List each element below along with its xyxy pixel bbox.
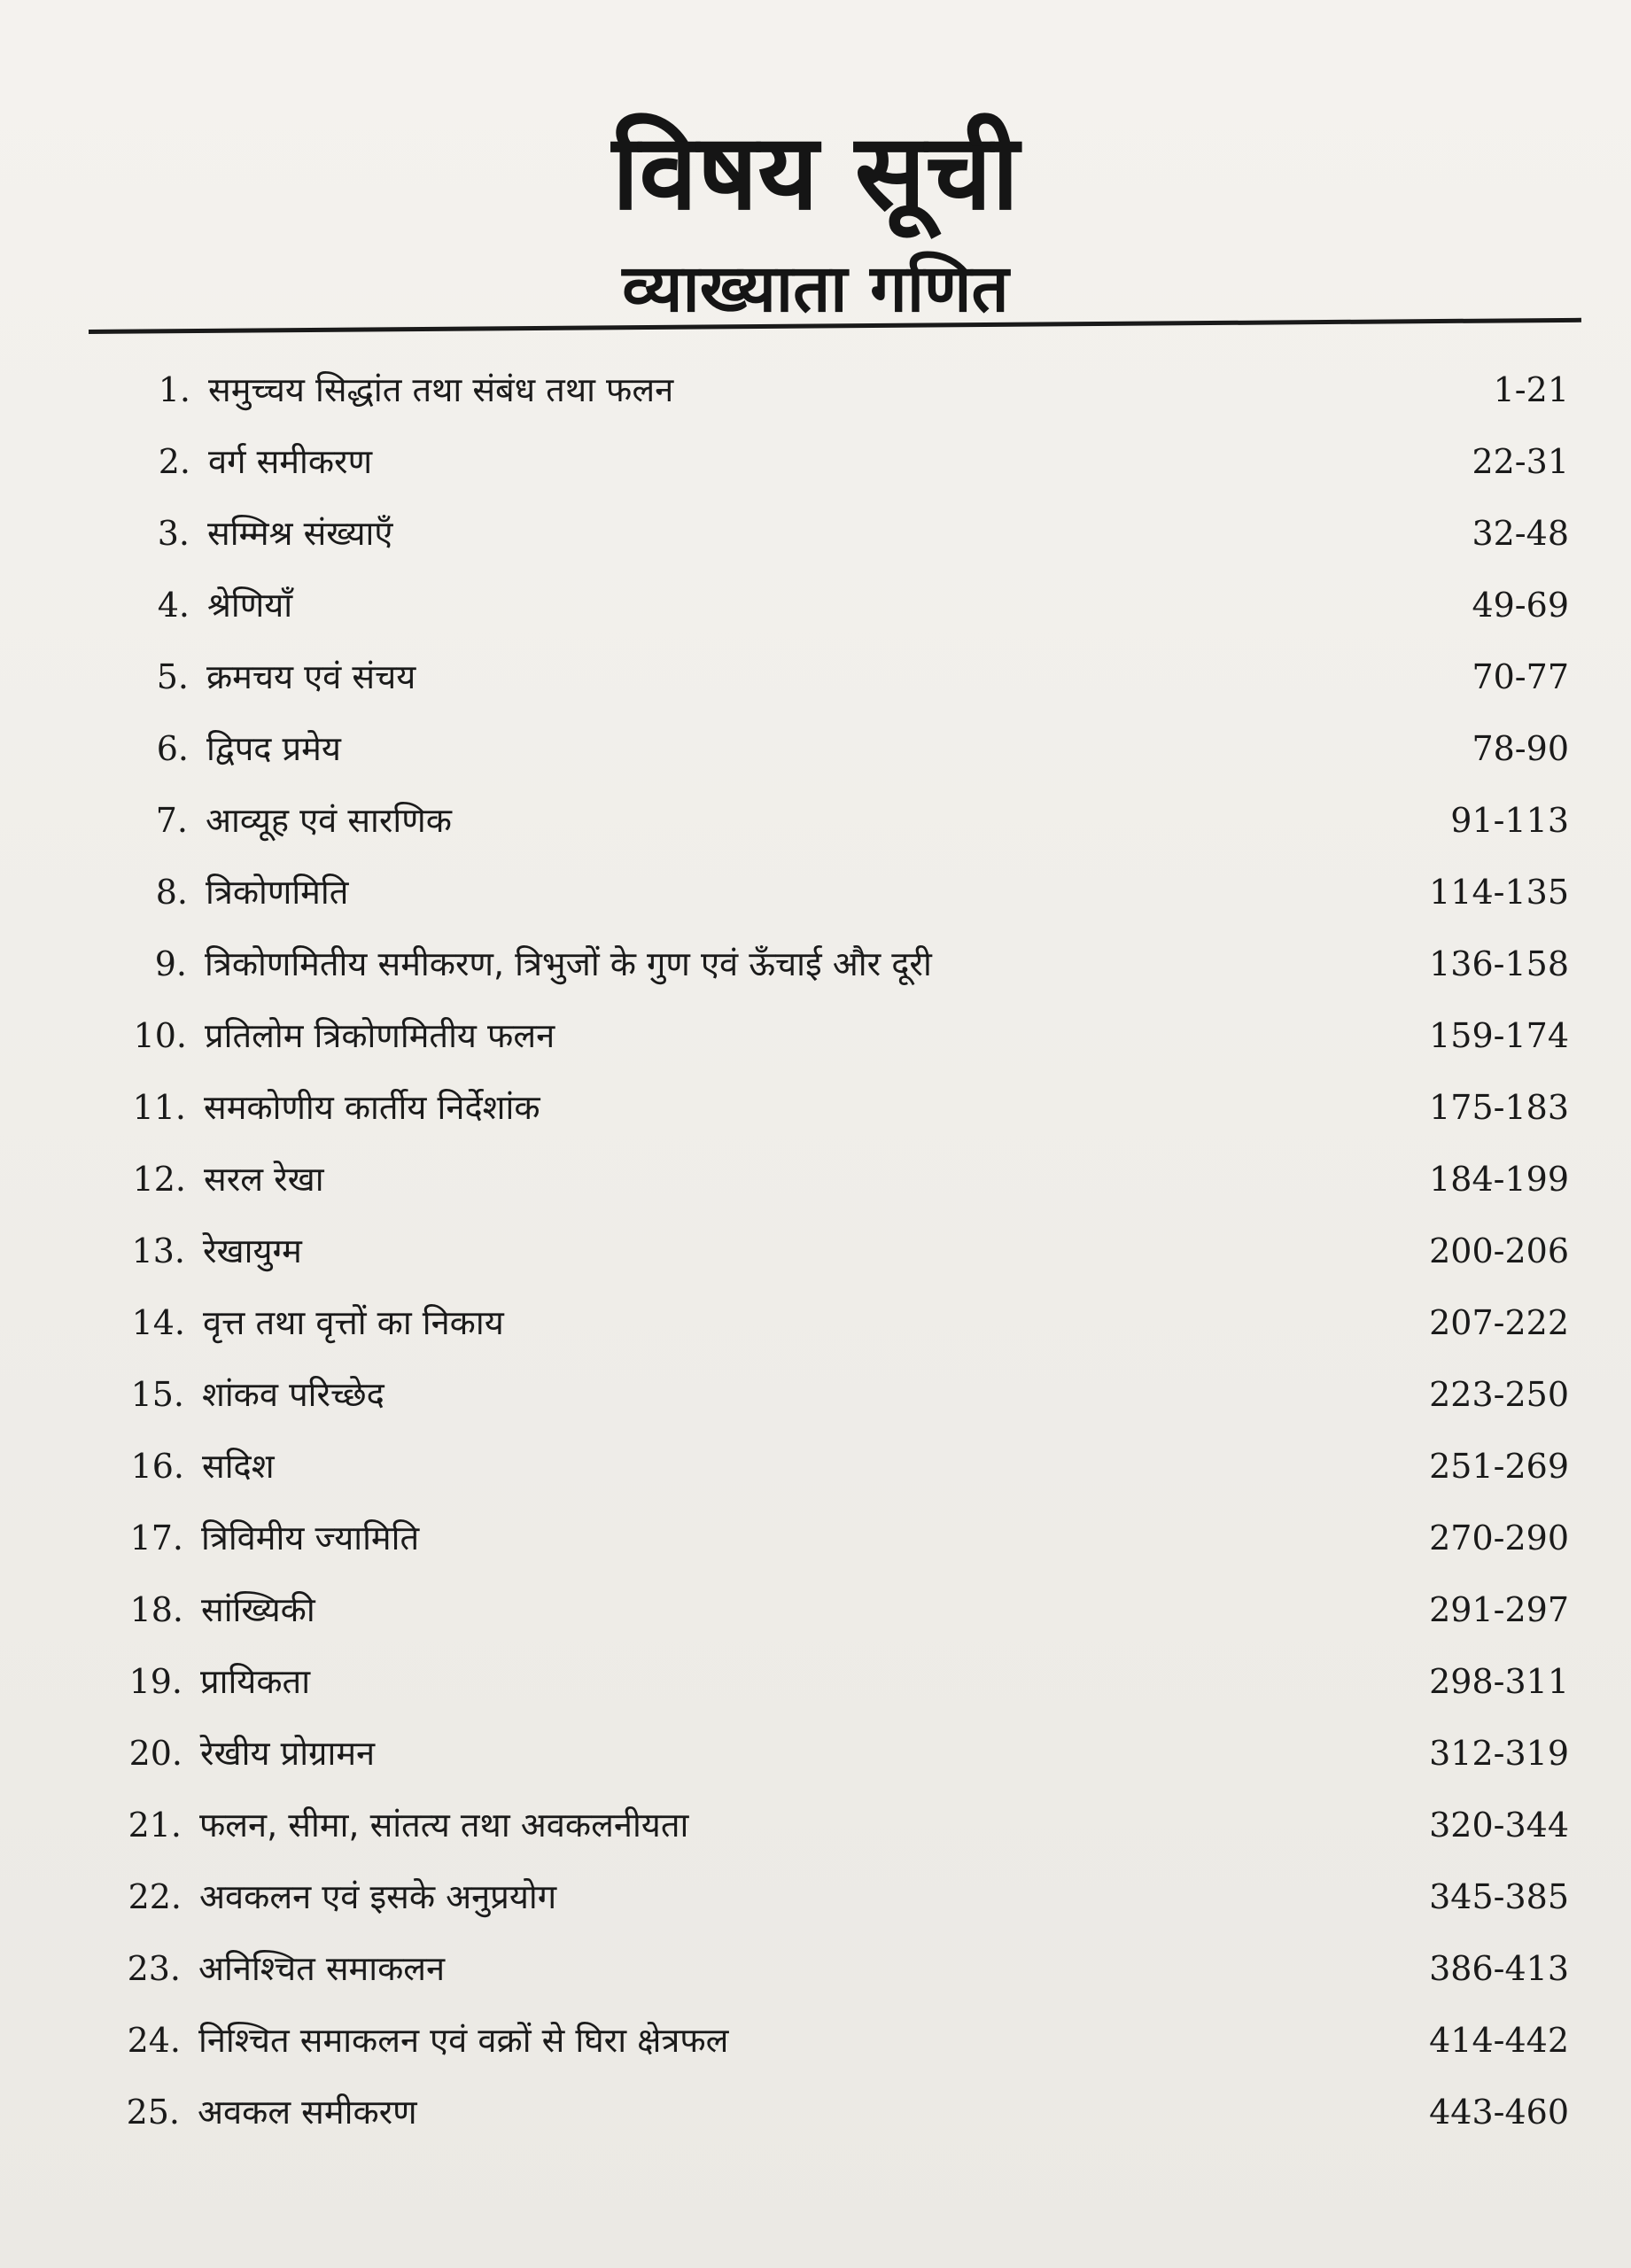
toc-entry	[0, 1072, 1631, 1144]
toc-entry-pages: 32-48	[1472, 514, 1569, 553]
toc-entry-pages: 1-21	[1493, 370, 1569, 409]
toc-entry-title: अवकल समीकरण	[198, 2093, 417, 2132]
toc-entry	[0, 1144, 1631, 1216]
toc-entry-number: 20.	[128, 1734, 183, 1773]
toc-entry-number: 18.	[129, 1590, 183, 1629]
toc-entry-number: 22.	[128, 1877, 182, 1916]
toc-entry-title: आव्यूह एवं सारणिक	[206, 801, 452, 840]
toc-entry-number: 4.	[157, 586, 190, 625]
toc-entry-title: द्विपद प्रमेय	[206, 729, 341, 768]
toc-entry	[0, 785, 1631, 857]
toc-entry-pages: 207-222	[1429, 1303, 1569, 1342]
toc-entry	[0, 1790, 1631, 1861]
toc-entry-number: 19.	[128, 1662, 183, 1701]
toc-entry-number: 11.	[132, 1088, 186, 1127]
toc-entry-number: 13.	[131, 1231, 185, 1270]
toc-entry-title: रेखायुग्म	[203, 1231, 302, 1270]
toc-entry-title: अवकलन एवं इसके अनुप्रयोग	[199, 1877, 557, 1916]
toc-entry-pages: 320-344	[1429, 1806, 1569, 1845]
toc-entry-title: सांख्यिकी	[201, 1590, 315, 1629]
toc-entry-title: त्रिकोणमिति	[206, 873, 349, 912]
toc-entry-title: सम्मिश्र संख्याएँ	[207, 514, 393, 553]
toc-entry-pages: 298-311	[1429, 1662, 1569, 1701]
toc-entry-pages: 49-69	[1472, 586, 1569, 625]
toc-entry	[0, 857, 1631, 928]
toc-entry-title: त्रिकोणमितीय समीकरण, त्रिभुजों के गुण एवं ऊँचाई और दूरी	[205, 944, 932, 983]
toc-entry	[0, 354, 1631, 426]
toc-entry	[0, 1861, 1631, 1933]
toc-entry-pages: 270-290	[1429, 1518, 1569, 1557]
toc-entry-title: वर्ग समीकरण	[208, 442, 373, 481]
toc-entry-number: 21.	[128, 1806, 182, 1845]
toc-entry-title: समकोणीय कार्तीय निर्देशांक	[204, 1088, 540, 1127]
toc-entry-number: 6.	[156, 729, 189, 768]
toc-entry	[0, 1933, 1631, 2005]
toc-entry-pages: 78-90	[1472, 729, 1569, 768]
toc-entry	[0, 641, 1631, 713]
toc-entry-pages: 91-113	[1450, 801, 1569, 840]
toc-entry	[0, 1718, 1631, 1790]
toc-entry-number: 14.	[131, 1303, 185, 1342]
toc-entry-pages: 251-269	[1429, 1447, 1569, 1486]
toc-entry-title: सदिश	[202, 1447, 275, 1486]
toc-entry-title: क्रमचय एवं संचय	[206, 657, 416, 696]
toc-entry-pages: 291-297	[1429, 1590, 1569, 1629]
toc-entry-title: समुच्चय सिद्धांत तथा संबंध तथा फलन	[208, 370, 674, 409]
toc-entry-pages: 443-460	[1429, 2093, 1569, 2132]
page-subtitle: व्याख्याता गणित	[622, 251, 1009, 328]
toc-entry	[0, 426, 1631, 498]
toc-entry	[0, 928, 1631, 1000]
page-title: विषय सूची	[611, 111, 1020, 234]
toc-entry-number: 15.	[130, 1375, 184, 1414]
toc-entry-pages: 136-158	[1429, 944, 1569, 983]
toc-entry-number: 17.	[129, 1518, 183, 1557]
toc-entry-number: 12.	[132, 1160, 186, 1199]
toc-entry-title: त्रिविमीय ज्यामिति	[201, 1518, 420, 1557]
toc-entry	[0, 1646, 1631, 1718]
toc-entry-pages: 223-250	[1429, 1375, 1569, 1414]
toc-entry	[0, 2005, 1631, 2077]
toc-entry-number: 23.	[127, 1949, 181, 1988]
toc-entry-title: प्रतिलोम त्रिकोणमितीय फलन	[205, 1016, 555, 1055]
toc-entry-pages: 345-385	[1429, 1877, 1569, 1916]
toc-entry-number: 8.	[155, 873, 188, 912]
toc-entry-number: 24.	[127, 2021, 181, 2060]
toc-entry-title: रेखीय प्रोग्रामन	[200, 1734, 376, 1773]
toc-entry	[0, 1216, 1631, 1287]
toc-entry-title: शांकव परिच्छेद	[202, 1375, 384, 1414]
toc-entry-pages: 159-174	[1429, 1016, 1569, 1055]
toc-entry-pages: 414-442	[1429, 2021, 1569, 2060]
toc-entry	[0, 2077, 1631, 2148]
toc-entry-title: अनिश्चित समाकलन	[198, 1949, 446, 1988]
toc-entry-pages: 114-135	[1429, 873, 1569, 912]
toc-entry	[0, 1574, 1631, 1646]
toc-entry-number: 7.	[155, 801, 188, 840]
toc-entry-number: 16.	[130, 1447, 184, 1486]
toc-entry-title: निश्चित समाकलन एवं वक्रों से घिरा क्षेत्रफल	[198, 2021, 729, 2060]
toc-entry-number: 10.	[133, 1016, 187, 1055]
toc-entry-title: फलन, सीमा, सांतत्य तथा अवकलनीयता	[199, 1806, 689, 1845]
toc-entry	[0, 1287, 1631, 1359]
toc-entry	[0, 713, 1631, 785]
toc-entry-title: वृत्त तथा वृत्तों का निकाय	[203, 1303, 504, 1342]
toc-entry	[0, 498, 1631, 570]
toc-entry-pages: 70-77	[1472, 657, 1569, 696]
toc-entry	[0, 1503, 1631, 1574]
toc-entry-number: 1.	[158, 370, 190, 409]
toc-entry-number: 9.	[154, 944, 187, 983]
toc-entry	[0, 570, 1631, 641]
toc-entry	[0, 1431, 1631, 1503]
toc-entry-number: 3.	[157, 514, 190, 553]
toc-entry-pages: 175-183	[1429, 1088, 1569, 1127]
toc-entry-pages: 200-206	[1429, 1231, 1569, 1270]
toc-entry	[0, 1000, 1631, 1072]
toc-entry-title: प्रायिकता	[200, 1662, 311, 1701]
table-of-contents	[0, 354, 1631, 2148]
toc-entry-number: 5.	[156, 657, 189, 696]
toc-entry-pages: 184-199	[1429, 1160, 1569, 1199]
toc-entry-pages: 22-31	[1472, 442, 1569, 481]
toc-entry	[0, 1359, 1631, 1431]
toc-entry-pages: 386-413	[1429, 1949, 1569, 1988]
toc-entry-number: 2.	[158, 442, 190, 481]
toc-entry-title: सरल रेखा	[204, 1160, 324, 1199]
toc-entry-title: श्रेणियाँ	[207, 586, 293, 625]
toc-entry-pages: 312-319	[1429, 1734, 1569, 1773]
toc-entry-number: 25.	[126, 2093, 180, 2132]
